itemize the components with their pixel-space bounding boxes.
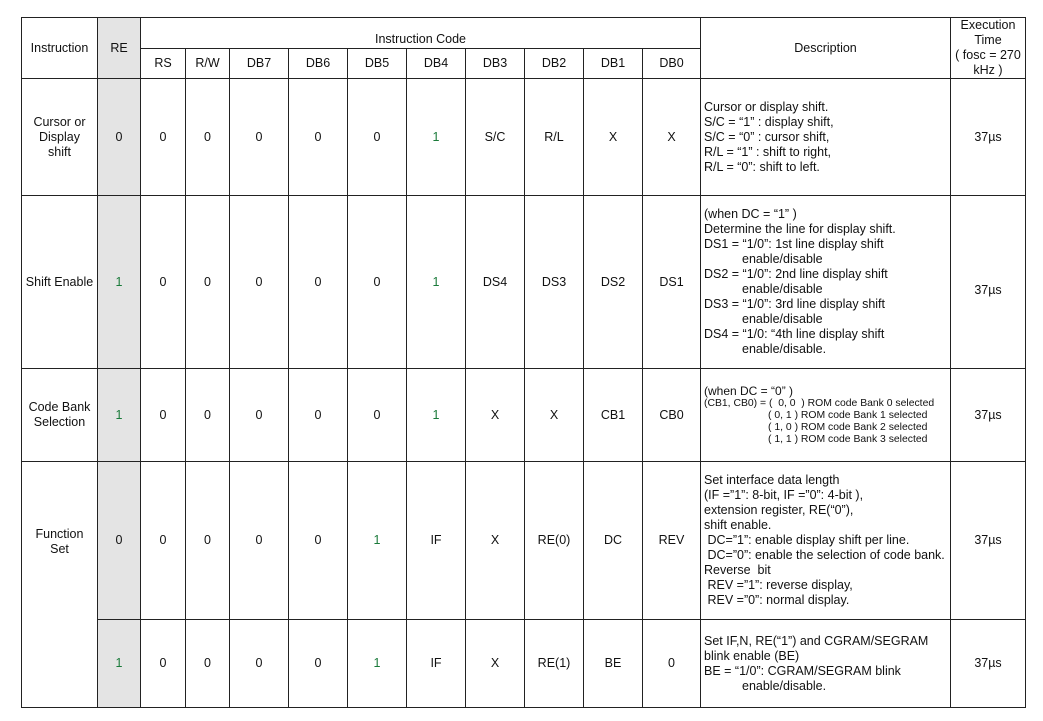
code-db5: 0 <box>348 196 407 369</box>
code-db3: X <box>466 462 525 620</box>
description-line: enable/disable <box>742 312 823 326</box>
instruction-name-line: Shift Enable <box>25 274 94 289</box>
code-db3: S/C <box>466 79 525 196</box>
header-col-rs: RS <box>141 49 186 79</box>
header-col-db0: DB0 <box>643 49 701 79</box>
instruction-name-line: Cursor or <box>33 114 86 129</box>
header-description: Description <box>701 18 951 79</box>
execution-time: 37µs <box>951 79 1026 196</box>
code-db4: IF <box>407 620 466 708</box>
description-line: blink enable (BE) <box>704 648 800 663</box>
header-col-db3: DB3 <box>466 49 525 79</box>
code-rw: 0 <box>186 79 230 196</box>
code-rs: 0 <box>141 462 186 620</box>
table-row <box>22 462 1026 620</box>
description-line: BE = “1/0”: CGRAM/SEGRAM blink <box>704 663 901 678</box>
code-db7: 0 <box>230 620 289 708</box>
description-line: Reverse bit <box>704 563 771 577</box>
instruction-name <box>22 462 98 708</box>
code-rw: 0 <box>186 620 230 708</box>
description-line: Set IF,N, RE(“1”) and CGRAM/SEGRAM <box>704 633 929 648</box>
code-rs: 0 <box>141 196 186 369</box>
header-execution-time <box>951 18 1026 79</box>
code-db3: X <box>466 369 525 462</box>
execution-time: 37µs <box>951 462 1026 620</box>
description-line: DC=”1”: enable display shift per line. <box>704 533 910 547</box>
code-db0: REV <box>643 462 701 620</box>
description-line: DS2 = “1/0”: 2nd line display shift <box>704 267 888 281</box>
code-db5: 1 <box>348 462 407 620</box>
instruction-name-line: Set <box>50 541 69 556</box>
instruction-name <box>22 79 98 196</box>
code-db7: 0 <box>230 369 289 462</box>
header-instruction: Instruction <box>22 18 98 79</box>
description-line: enable/disable. <box>742 678 827 693</box>
header-re: RE <box>98 18 141 79</box>
code-db4: 1 <box>407 196 466 369</box>
header-col-db7: DB7 <box>230 49 289 79</box>
code-rw: 0 <box>186 196 230 369</box>
code-db1: DC <box>584 462 643 620</box>
description-line: Cursor or display shift. <box>704 99 829 114</box>
execution-time: 37µs <box>951 369 1026 462</box>
description-line: REV =”0”: normal display. <box>704 593 850 607</box>
code-db2: DS3 <box>525 196 584 369</box>
code-db7: 0 <box>230 196 289 369</box>
instruction-name-line: Display <box>39 129 80 144</box>
description-line: ( 1, 1 ) ROM code Bank 3 selected <box>768 434 928 445</box>
description-line: Determine the line for display shift. <box>704 222 896 236</box>
code-db2: RE(1) <box>525 620 584 708</box>
table-row <box>22 620 1026 708</box>
code-rw: 0 <box>186 369 230 462</box>
header-col-db1: DB1 <box>584 49 643 79</box>
instruction-name <box>22 369 98 462</box>
code-db2: X <box>525 369 584 462</box>
header-col-db2: DB2 <box>525 49 584 79</box>
exec-line-2: Time <box>974 33 1002 47</box>
code-db4: IF <box>407 462 466 620</box>
description-line: DS1 = “1/0”: 1st line display shift <box>704 237 884 251</box>
description-line: enable/disable <box>742 252 823 266</box>
code-db7: 0 <box>230 462 289 620</box>
re-value: 0 <box>98 462 141 620</box>
code-db3: DS4 <box>466 196 525 369</box>
description <box>701 462 951 620</box>
code-db6: 0 <box>289 462 348 620</box>
re-value: 1 <box>98 369 141 462</box>
code-db1: CB1 <box>584 369 643 462</box>
code-db2: RE(0) <box>525 462 584 620</box>
description-line: (when DC = “0” ) <box>704 384 794 398</box>
description <box>701 620 951 708</box>
instruction-table <box>21 17 1026 708</box>
re-value: 0 <box>98 79 141 196</box>
description-line: (IF =”1”: 8-bit, IF =”0”: 4-bit ), <box>704 488 864 502</box>
description-line: (when DC = “1” ) <box>704 207 797 221</box>
code-db6: 0 <box>289 369 348 462</box>
description-line: DS4 = “1/0: “4th line display shift <box>704 327 885 341</box>
table-row <box>22 369 1026 462</box>
code-db5: 0 <box>348 79 407 196</box>
description-line: enable/disable <box>742 282 823 296</box>
description-line: S/C = “0” : cursor shift, <box>704 129 830 144</box>
header-row-top <box>22 18 1026 49</box>
exec-line-4: kHz ) <box>973 63 1003 77</box>
description-line: shift enable. <box>704 518 772 532</box>
description-line: extension register, RE(“0”), <box>704 503 854 517</box>
execution-time: 37µs <box>951 620 1026 708</box>
description-line: enable/disable. <box>742 342 827 356</box>
code-db2: R/L <box>525 79 584 196</box>
exec-line-3: ( fosc = 270 <box>955 48 1021 62</box>
code-db7: 0 <box>230 79 289 196</box>
header-instruction-code: Instruction Code <box>141 18 701 49</box>
description-line: ( 1, 0 ) ROM code Bank 2 selected <box>768 422 928 433</box>
code-db1: BE <box>584 620 643 708</box>
code-db1: DS2 <box>584 196 643 369</box>
description-line: Set interface data length <box>704 473 840 487</box>
description <box>701 196 951 369</box>
code-db0: CB0 <box>643 369 701 462</box>
description-line: ( 0, 1 ) ROM code Bank 1 selected <box>768 410 928 421</box>
description-line: DS3 = “1/0”: 3rd line display shift <box>704 297 885 311</box>
instruction-name <box>22 196 98 369</box>
code-db6: 0 <box>289 79 348 196</box>
instruction-name-line: Selection <box>33 415 86 429</box>
code-db3: X <box>466 620 525 708</box>
code-rs: 0 <box>141 620 186 708</box>
execution-time: 37µs <box>951 196 1026 369</box>
code-db0: DS1 <box>643 196 701 369</box>
re-value: 1 <box>98 196 141 369</box>
description-line: R/L = “1” : shift to right, <box>704 144 832 159</box>
code-db0: 0 <box>643 620 701 708</box>
header-col-db4: DB4 <box>407 49 466 79</box>
description-line: R/L = “0”: shift to left. <box>704 159 820 174</box>
code-db1: X <box>584 79 643 196</box>
description-line: (CB1, CB0) = ( 0, 0 ) ROM code Bank 0 selected <box>704 398 935 409</box>
instruction-name-line: shift <box>48 144 71 159</box>
instruction-name-line: Code Bank <box>28 400 91 414</box>
description-line: DC=”0”: enable the selection of code bank. <box>704 548 945 562</box>
code-db5: 1 <box>348 620 407 708</box>
code-db6: 0 <box>289 196 348 369</box>
code-db5: 0 <box>348 369 407 462</box>
description-line: S/C = “1” : display shift, <box>704 114 834 129</box>
header-col-db5: DB5 <box>348 49 407 79</box>
code-db4: 1 <box>407 369 466 462</box>
code-rs: 0 <box>141 79 186 196</box>
code-db4: 1 <box>407 79 466 196</box>
description-line: REV =”1”: reverse display, <box>704 578 853 592</box>
code-rw: 0 <box>186 462 230 620</box>
re-value: 1 <box>98 620 141 708</box>
code-rs: 0 <box>141 369 186 462</box>
header-col-db6: DB6 <box>289 49 348 79</box>
instruction-name-line: Function <box>35 526 84 541</box>
table-row <box>22 196 1026 369</box>
code-db6: 0 <box>289 620 348 708</box>
description <box>701 79 951 196</box>
description <box>701 369 951 462</box>
code-db0: X <box>643 79 701 196</box>
header-col-rw: R/W <box>186 49 230 79</box>
exec-line-1: Execution <box>960 18 1016 32</box>
table-row <box>22 79 1026 196</box>
